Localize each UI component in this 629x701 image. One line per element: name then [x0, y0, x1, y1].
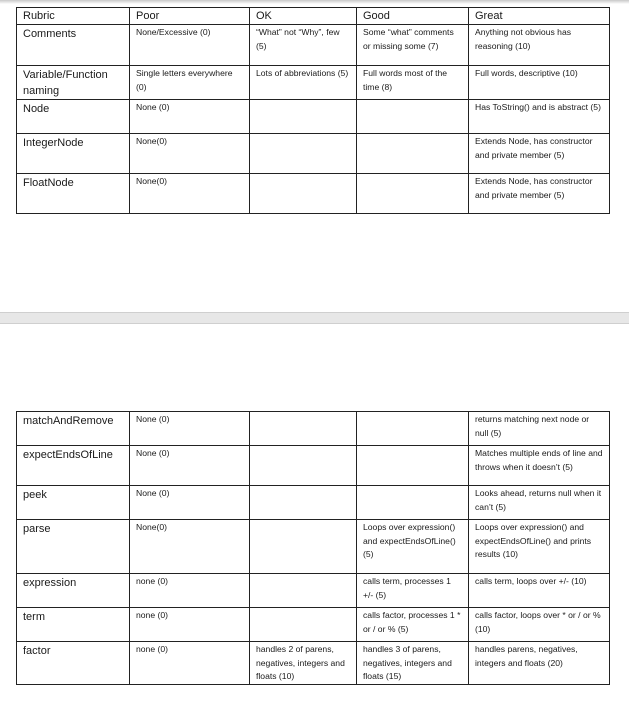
- header-ok: OK: [250, 8, 357, 25]
- ok-cell: [250, 446, 357, 486]
- criterion-name: Comments: [17, 25, 130, 66]
- poor-cell: None/Excessive (0): [130, 25, 250, 66]
- table-row: [17, 608, 610, 642]
- criterion-name: parse: [17, 520, 130, 574]
- table-row: [17, 25, 610, 66]
- ok-cell: Lots of abbreviations (5): [250, 66, 357, 100]
- good-cell: [357, 486, 469, 520]
- rubric-table-top: [16, 7, 610, 214]
- poor-cell: None (0): [130, 412, 250, 446]
- criterion-name: term: [17, 608, 130, 642]
- great-cell: Matches multiple ends of line and throws when it doesn’t (5): [469, 446, 610, 486]
- ok-cell: “What” not “Why”, few (5): [250, 25, 357, 66]
- table-row: [17, 134, 610, 174]
- good-cell: [357, 100, 469, 134]
- poor-cell: None (0): [130, 486, 250, 520]
- ok-cell: [250, 574, 357, 608]
- poor-cell: None(0): [130, 520, 250, 574]
- great-cell: handles parens, negatives, integers and floats (20): [469, 642, 610, 685]
- good-cell: handles 3 of parens, negatives, integers and floats (15): [357, 642, 469, 685]
- poor-cell: None (0): [130, 446, 250, 486]
- great-cell: returns matching next node or null (5): [469, 412, 610, 446]
- good-cell: calls term, processes 1 +/- (5): [357, 574, 469, 608]
- good-cell: Some “what” comments or missing some (7): [357, 25, 469, 66]
- header-good: Good: [357, 8, 469, 25]
- ok-cell: [250, 174, 357, 214]
- criterion-name: matchAndRemove: [17, 412, 130, 446]
- great-cell: Loops over expression() and expectEndsOfLine() and prints results (10): [469, 520, 610, 574]
- good-cell: [357, 134, 469, 174]
- ok-cell: [250, 134, 357, 174]
- great-cell: Extends Node, has constructor and private member (5): [469, 134, 610, 174]
- great-cell: calls term, loops over +/- (10): [469, 574, 610, 608]
- poor-cell: none (0): [130, 608, 250, 642]
- poor-cell: None(0): [130, 134, 250, 174]
- poor-cell: None(0): [130, 174, 250, 214]
- criterion-name: Node: [17, 100, 130, 134]
- criterion-name: Variable/Function naming: [17, 66, 130, 100]
- criterion-name: expression: [17, 574, 130, 608]
- poor-cell: Single letters everywhere (0): [130, 66, 250, 100]
- ok-cell: handles 2 of parens, negatives, integers and floats (10): [250, 642, 357, 685]
- poor-cell: none (0): [130, 574, 250, 608]
- criterion-name: IntegerNode: [17, 134, 130, 174]
- header-row: [17, 8, 610, 25]
- great-cell: Full words, descriptive (10): [469, 66, 610, 100]
- table-row: [17, 642, 610, 685]
- good-cell: calls factor, processes 1 * or / or % (5): [357, 608, 469, 642]
- ok-cell: [250, 100, 357, 134]
- great-cell: Looks ahead, returns null when it can’t (5): [469, 486, 610, 520]
- table-row: [17, 486, 610, 520]
- criterion-name: expectEndsOfLine: [17, 446, 130, 486]
- good-cell: Loops over expression() and expectEndsOfLine() (5): [357, 520, 469, 574]
- page-break-gap: [0, 312, 629, 324]
- criterion-name: factor: [17, 642, 130, 685]
- table-row: [17, 100, 610, 134]
- header-great: Great: [469, 8, 610, 25]
- ok-cell: [250, 412, 357, 446]
- great-cell: Has ToString() and is abstract (5): [469, 100, 610, 134]
- great-cell: calls factor, loops over * or / or % (10): [469, 608, 610, 642]
- table-row: [17, 66, 610, 100]
- poor-cell: none (0): [130, 642, 250, 685]
- table-row: [17, 174, 610, 214]
- table-row: [17, 412, 610, 446]
- great-cell: Extends Node, has constructor and private member (5): [469, 174, 610, 214]
- poor-cell: None (0): [130, 100, 250, 134]
- good-cell: [357, 174, 469, 214]
- good-cell: [357, 412, 469, 446]
- ok-cell: [250, 486, 357, 520]
- ok-cell: [250, 520, 357, 574]
- header-poor: Poor: [130, 8, 250, 25]
- rubric-table-bottom: [16, 411, 610, 685]
- great-cell: Anything not obvious has reasoning (10): [469, 25, 610, 66]
- good-cell: Full words most of the time (8): [357, 66, 469, 100]
- table-row: [17, 520, 610, 574]
- good-cell: [357, 446, 469, 486]
- ok-cell: [250, 608, 357, 642]
- window-top-edge: [0, 0, 629, 4]
- criterion-name: FloatNode: [17, 174, 130, 214]
- table-row: [17, 446, 610, 486]
- criterion-name: peek: [17, 486, 130, 520]
- header-rubric: Rubric: [17, 8, 130, 25]
- table-row: [17, 574, 610, 608]
